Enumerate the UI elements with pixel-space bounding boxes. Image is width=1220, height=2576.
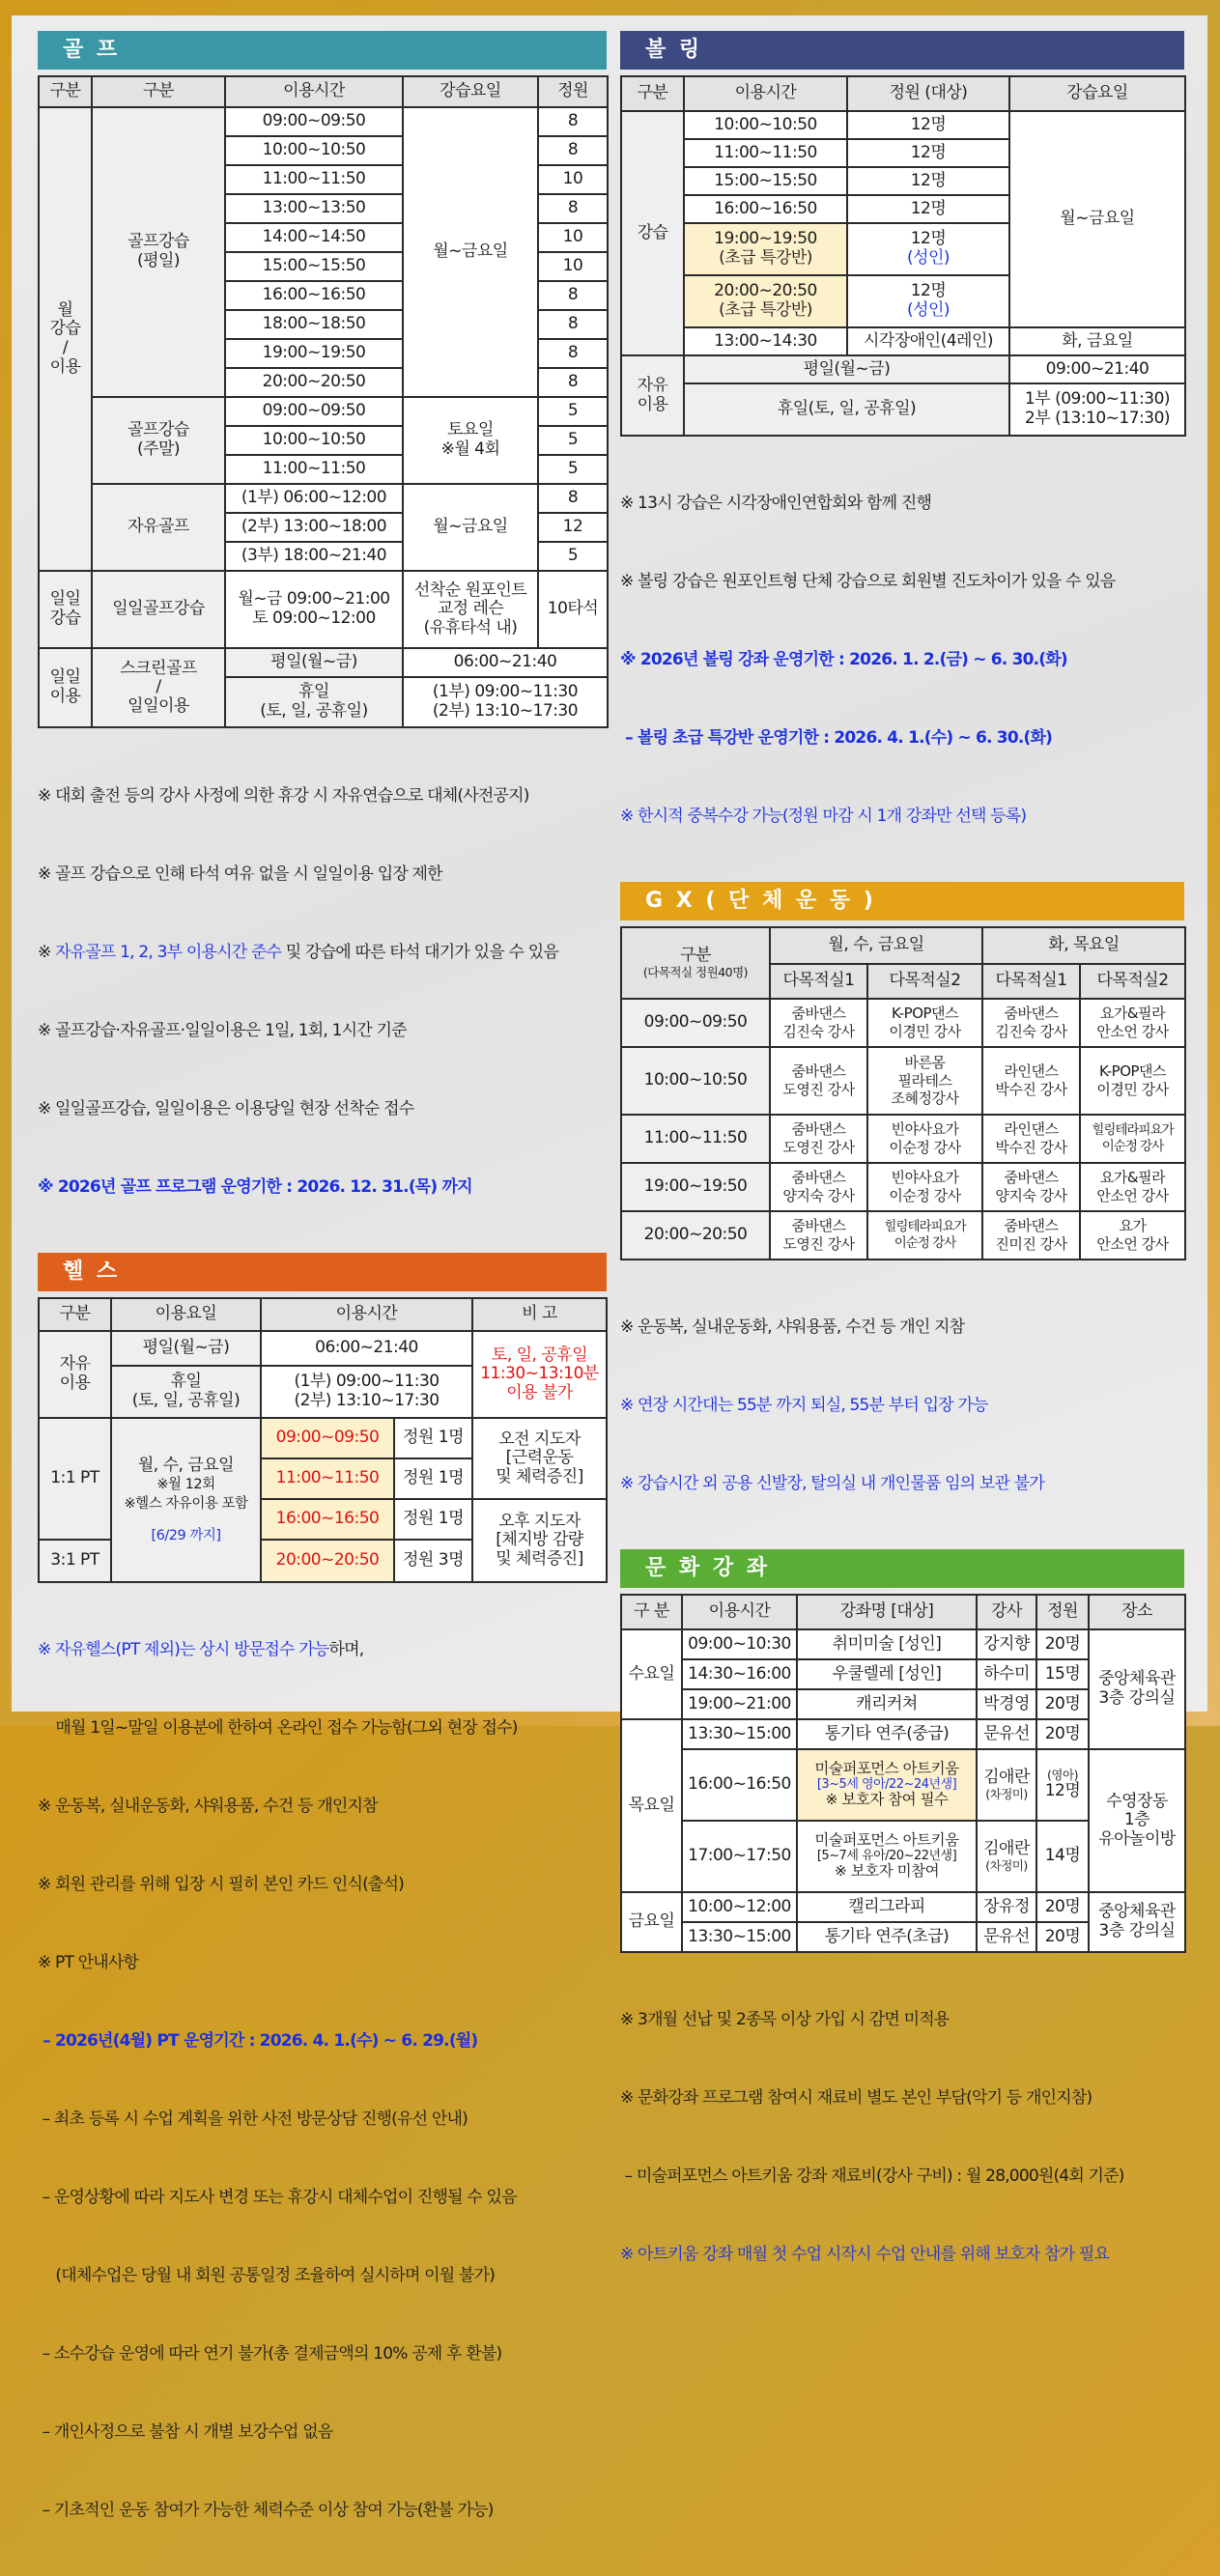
time-cell: 10:00~10:50 <box>225 426 403 455</box>
class-cell: 요가 안소언 강사 <box>1080 1211 1185 1260</box>
course-cell: 우쿨렐레 [성인] <box>797 1659 977 1689</box>
class-cell: K-POP댄스 이경민 강사 <box>867 999 982 1047</box>
note: ※ 문화강좌 프로그램 참여시 재료비 별도 본인 부담(악기 등 개인지참) <box>620 2088 1092 2108</box>
header-cell: 정원 <box>1036 1595 1089 1629</box>
teacher-cell: 하수미 <box>977 1659 1036 1689</box>
time-cell: 15:00~15:50 <box>684 167 847 195</box>
time-cell: 13:30~15:00 <box>682 1922 797 1952</box>
note: ※ 강습시간 외 공용 신발장, 탈의실 내 개인물품 임의 보관 불가 <box>620 1474 1045 1493</box>
golf-section <box>38 31 607 1253</box>
note-highlight: 자유골프 1, 2, 3부 이용시간 준수 <box>55 943 282 962</box>
note-prefix: ※ <box>38 943 56 962</box>
header-cell: 장소 <box>1089 1595 1185 1629</box>
teacher-cell: 문유선 <box>977 1922 1036 1952</box>
group-label: 일일 강습 <box>39 571 92 648</box>
pt-until: [6/29 까지] <box>151 1527 221 1543</box>
note <box>38 1637 607 1663</box>
days-cell: 화, 금요일 <box>1009 327 1185 355</box>
cap-cell <box>847 223 1009 275</box>
note: – 개인사정으로 불참 시 개별 보강수업 없음 <box>38 2422 333 2442</box>
days-cell: 토요일 ※월 4회 <box>403 397 538 484</box>
note-text: 및 강습에 따른 타석 대기가 있을 수 있음 <box>281 943 558 962</box>
header-cell: 강좌명 [대상] <box>797 1595 977 1629</box>
header-cell: 다목적실2 <box>867 964 982 999</box>
cap-cell: 10 <box>538 223 608 252</box>
header-cell: 정원 <box>538 76 608 107</box>
time-cell: 16:00~16:50 <box>684 195 847 223</box>
group-label: 월 강습 / 이용 <box>39 107 92 571</box>
header-cell: 이용요일 <box>111 1298 261 1331</box>
culture-title: 문 화 강 좌 <box>620 1549 1184 1588</box>
class-cell: 줌바댄스 양지숙 강사 <box>770 1163 867 1211</box>
cap-cell: 정원 3명 <box>394 1540 472 1582</box>
course-name: 미술퍼포먼스 아트키움 <box>814 1830 959 1849</box>
note: ※ 회원 관리를 위해 입장 시 필히 본인 카드 인식(출석) <box>38 1875 404 1894</box>
time-cell: (1부) 09:00~11:30 (2부) 13:10~17:30 <box>261 1366 472 1418</box>
golf-title: 골 프 <box>38 31 607 70</box>
note: 매월 1일~말일 이용분에 한하여 온라인 접수 가능함(그외 현장 접수) <box>38 1718 518 1738</box>
cap-cell: 12명 <box>847 139 1009 167</box>
days-cell: 월~금요일 <box>403 484 538 571</box>
am-instructor-cell: 오전 지도자 [근력운동 및 체력증진] <box>472 1418 607 1499</box>
header-cell: 이용시간 <box>261 1298 472 1331</box>
class-cell: 줌바댄스 도영진 강사 <box>770 1047 867 1115</box>
weekday-label: 평일(월~금) <box>111 1331 261 1366</box>
time-cell: 10:00~10:50 <box>621 1047 770 1115</box>
group-label: 일일 이용 <box>39 648 92 727</box>
cap: 12명 <box>910 229 947 249</box>
cap-cell: 5 <box>538 455 608 484</box>
class-cell: 줌바댄스 도영진 강사 <box>770 1115 867 1163</box>
time-cell: 11:00~11:50 <box>684 139 847 167</box>
screen-golf-label: 스크린골프 / 일일이용 <box>92 648 225 727</box>
course-cell: 통기타 연주(중급) <box>797 1719 977 1749</box>
time-cell: 14:30~16:00 <box>682 1659 797 1689</box>
cap-cell: 14명 <box>1036 1821 1089 1892</box>
header-cell: 강습요일 <box>1009 76 1185 111</box>
holiday-label: 휴일(토, 일, 공휴일) <box>684 383 1009 436</box>
teacher-cell: 강지향 <box>977 1629 1036 1659</box>
time-cell: 11:00~11:50 <box>621 1115 770 1163</box>
cap-cell: 5 <box>538 397 608 426</box>
pt-label: 3:1 PT <box>39 1540 111 1582</box>
teacher-sub: (차정미) <box>985 1857 1028 1873</box>
holiday-label: 휴일 (토, 일, 공휴일) <box>111 1366 261 1418</box>
pt-days-cell <box>111 1418 261 1582</box>
time-cell: 10:00~10:50 <box>684 111 847 139</box>
cap-cell: 12 <box>538 513 608 542</box>
health-title: 헬 스 <box>38 1253 607 1291</box>
culture-table <box>620 1594 1186 1953</box>
header-cell: 구분 <box>92 76 225 107</box>
group-label: 강습 <box>621 111 684 355</box>
gx-section <box>620 882 1184 1549</box>
note: (대체수업은 당월 내 회원 공통일정 조율하여 실시하며 이월 불가) <box>38 2266 496 2285</box>
time-cell: 16:00~16:50 <box>225 281 403 310</box>
course-name: 미술퍼포먼스 아트키움 <box>814 1759 959 1777</box>
time-cell: 13:00~13:50 <box>225 194 403 223</box>
weekday-label: 평일(월~금) <box>225 648 403 677</box>
time-cell: 16:00~16:50 <box>682 1749 797 1821</box>
note: ※ 골프 강습으로 인해 타석 여유 없을 시 일일이용 입장 제한 <box>38 864 442 884</box>
header-cell: 다목적실1 <box>770 964 867 999</box>
time-cell: 10:00~10:50 <box>225 136 403 165</box>
remark-cell: 토, 일, 공휴일 11:30~13:10분 이용 불가 <box>472 1331 607 1418</box>
weekday-label: 평일(월~금) <box>684 355 1009 383</box>
cap-sub: (영아) <box>1047 1768 1078 1783</box>
note: ※ 대회 출전 등의 강사 사정에 의한 휴강 시 자유연습으로 대체(사전공지) <box>38 786 529 806</box>
time-cell: 13:00~14:30 <box>684 327 847 355</box>
time-cell: 06:00~21:40 <box>261 1331 472 1366</box>
cap-cell: 5 <box>538 426 608 455</box>
note: – 볼링 초급 특강반 운영기한 : 2026. 4. 1.(수) ~ 6. 30.(화) <box>620 728 1053 748</box>
time-cell: 13:30~15:00 <box>682 1719 797 1749</box>
group-label: 자유 이용 <box>621 355 684 436</box>
teacher-cell: 박경영 <box>977 1689 1036 1719</box>
golf-notes <box>38 731 607 1253</box>
course-cell: 통기타 연주(초급) <box>797 1922 977 1952</box>
cap-cell: 12명 <box>847 167 1009 195</box>
time-cell: 11:00~11:50 <box>225 165 403 194</box>
course-cell: 캐리커쳐 <box>797 1689 977 1719</box>
teacher: 김애란 <box>983 1839 1030 1859</box>
note <box>38 940 607 966</box>
note: – 기초적인 운동 참여가 가능한 체력수준 이상 참여 가능(환불 가능) <box>38 2501 494 2520</box>
cap-cell: 10타석 <box>538 571 608 648</box>
class-cell: 줌바댄스 양지숙 강사 <box>982 1163 1080 1211</box>
health-table <box>38 1297 608 1583</box>
time-cell: 09:00~21:40 <box>1009 355 1185 383</box>
header-cell: 강사 <box>977 1595 1036 1629</box>
course-note: ※ 보호자 미참여 <box>834 1862 940 1881</box>
gx-table <box>620 926 1186 1260</box>
course-cell <box>797 1821 977 1892</box>
weekday-lesson-label: 골프강습 (평일) <box>92 107 225 397</box>
course-cell: 취미미술 [성인] <box>797 1629 977 1659</box>
gx-title: G X ( 단 체 운 동 ) <box>620 882 1184 920</box>
time-cell: 06:00~21:40 <box>403 648 608 677</box>
culture-notes <box>620 1955 1184 2320</box>
time-cell: 19:00~21:00 <box>682 1689 797 1719</box>
note: ※ 운동복, 실내운동화, 샤워용품, 수건 등 개인지참 <box>38 1797 378 1816</box>
time-cell: 09:00~09:50 <box>225 107 403 136</box>
course-cell <box>797 1749 977 1821</box>
note: ※ 연장 시간대는 55분 까지 퇴실, 55분 부터 입장 가능 <box>620 1396 988 1415</box>
cap-cell: 5 <box>538 542 608 571</box>
course-target: [5~7세 유아/20~22년생] <box>816 1848 957 1863</box>
teacher: 김애란 <box>983 1768 1030 1788</box>
cap-cell: 8 <box>538 281 608 310</box>
bowling-notes <box>620 439 1184 882</box>
time-cell: (1부) 09:00~11:30 (2부) 13:10~17:30 <box>403 677 608 727</box>
teacher-cell: 문유선 <box>977 1719 1036 1749</box>
cap: 12명 <box>1044 1781 1081 1801</box>
class-cell: 요가&필라 안소언 강사 <box>1080 999 1185 1047</box>
class-cell: K-POP댄스 이경민 강사 <box>1080 1047 1185 1115</box>
corner-cell <box>621 927 770 999</box>
corner-sub: (다목적실 정원40명) <box>642 964 749 979</box>
header-cell: 비 고 <box>472 1298 607 1331</box>
cap-cell: 정원 1명 <box>394 1499 472 1540</box>
header-cell: 구분 <box>621 76 684 111</box>
class-cell: 줌바댄스 도영진 강사 <box>770 1211 867 1260</box>
time-cell: 19:00~19:50 (초급 특강반) <box>684 223 847 275</box>
note: ※ PT 안내사항 <box>38 1953 139 1972</box>
cap-cell: 정원 1명 <box>394 1458 472 1499</box>
time-cell: 10:00~12:00 <box>682 1892 797 1922</box>
time-cell: 11:00~11:50 <box>225 455 403 484</box>
header-cell: 다목적실1 <box>982 964 1080 999</box>
cap-cell: 시각장애인(4레인) <box>847 327 1009 355</box>
method-cell: 선착순 원포인트 교정 레슨 (유휴타석 내) <box>403 571 538 648</box>
right-column <box>620 31 1184 2264</box>
class-cell: 힐링테라피요가 이순정 강사 <box>867 1211 982 1260</box>
class-cell: 힐링테라피요가 이순정 강사 <box>1080 1115 1185 1163</box>
note: ※ 13시 강습은 시각장애인연합회와 함께 진행 <box>620 494 932 513</box>
note: – 소수강습 운영에 따라 연기 불가(총 결제금액의 10% 공제 후 환불) <box>38 2344 502 2364</box>
header-cell: 정원 (대상) <box>847 76 1009 111</box>
class-cell: 줌바댄스 김진숙 강사 <box>770 999 867 1047</box>
time-cell: (3부) 18:00~21:40 <box>225 542 403 571</box>
header-cell: 구 분 <box>621 1595 682 1629</box>
cap-cell: 8 <box>538 194 608 223</box>
cap-cell: 8 <box>538 368 608 397</box>
time-cell: 17:00~17:50 <box>682 1821 797 1892</box>
teacher-cell <box>977 1749 1036 1821</box>
cap-cell: 10 <box>538 165 608 194</box>
time-cell: 09:00~09:50 <box>225 397 403 426</box>
course-note: ※ 보호자 참여 필수 <box>825 1791 949 1809</box>
teacher-sub: (차정미) <box>985 1786 1028 1801</box>
header-cell: 강습요일 <box>403 76 538 107</box>
place-cell: 중앙체육관 3층 강의실 <box>1089 1629 1185 1749</box>
cap: 12명 <box>910 281 947 301</box>
note: ※ 2026년 볼링 강좌 운영기한 : 2026. 1. 2.(금) ~ 6. 30.(화) <box>620 650 1067 669</box>
time-cell: 20:00~20:50 <box>225 368 403 397</box>
cap-cell: 8 <box>538 107 608 136</box>
teacher-cell <box>977 1821 1036 1892</box>
cap-cell <box>847 275 1009 327</box>
header-cell: 월, 수, 금요일 <box>770 927 982 964</box>
header-cell: 구분 <box>39 76 92 107</box>
target: (성인) <box>906 300 950 320</box>
pm-instructor-cell: 오후 지도자 [체지방 감량 및 체력증진] <box>472 1499 607 1582</box>
days-cell: 월~금요일 <box>403 107 538 397</box>
header-cell: 다목적실2 <box>1080 964 1185 999</box>
class-cell: 바른몸 필라테스 조혜정강사 <box>867 1047 982 1115</box>
time-cell: 14:00~14:50 <box>225 223 403 252</box>
cap-cell: 15명 <box>1036 1659 1089 1689</box>
time-cell: 09:00~09:50 <box>621 999 770 1047</box>
class-cell: 빈야사요가 이순정 강사 <box>867 1115 982 1163</box>
pt-label: 1:1 PT <box>39 1418 111 1540</box>
class-cell: 라인댄스 박수진 강사 <box>982 1047 1080 1115</box>
health-notes <box>38 1585 607 2576</box>
time-cell: 19:00~19:50 <box>225 339 403 368</box>
pt-note: ※월 12회 ※헬스 자유이용 포함 <box>124 1477 248 1513</box>
time-cell: 월~금 09:00~21:00 토 09:00~12:00 <box>225 571 403 648</box>
note-highlight: ※ 자유헬스(PT 제외)는 상시 방문접수 가능 <box>38 1640 329 1659</box>
bowling-title: 볼 링 <box>620 31 1184 70</box>
free-golf-label: 자유골프 <box>92 484 225 571</box>
cap-cell: 8 <box>538 136 608 165</box>
place-cell: 수영장동 1층 유아놀이방 <box>1089 1749 1185 1892</box>
time-cell: 1부 (09:00~11:30) 2부 (13:10~17:30) <box>1009 383 1185 436</box>
time-cell: 09:00~09:50 <box>261 1418 394 1458</box>
place-cell: 중앙체육관 3층 강의실 <box>1089 1892 1185 1952</box>
cap-cell: 10 <box>538 252 608 281</box>
daily-lesson-label: 일일골프강습 <box>92 571 225 648</box>
class-cell: 요가&필라 안소언 강사 <box>1080 1163 1185 1211</box>
time-cell: (2부) 13:00~18:00 <box>225 513 403 542</box>
class-cell: 빈야사요가 이순정 강사 <box>867 1163 982 1211</box>
time-cell: 19:00~19:50 <box>621 1163 770 1211</box>
culture-section <box>620 1549 1184 2320</box>
cap-cell: 8 <box>538 484 608 513</box>
cap-cell: 정원 1명 <box>394 1418 472 1458</box>
note: ※ 일일골프강습, 일일이용은 이용당일 현장 선착순 접수 <box>38 1099 414 1118</box>
note: ※ 골프강습·자유골프·일일이용은 1일, 1회, 1시간 기준 <box>38 1021 407 1040</box>
note: – 운영상황에 따라 지도사 변경 또는 휴강시 대체수업이 진행될 수 있음 <box>38 2188 517 2207</box>
holiday-label: 휴일 (토, 일, 공휴일) <box>225 677 403 727</box>
note: – 최초 등록 시 수업 계획을 위한 사전 방문상담 진행(유선 안내) <box>38 2109 468 2129</box>
bowling-table <box>620 75 1186 437</box>
target: (성인) <box>906 248 950 268</box>
header-cell: 이용시간 <box>225 76 403 107</box>
time-cell: 20:00~20:50 <box>261 1540 394 1582</box>
note: – 2026년(4월) PT 운영기간 : 2026. 4. 1.(수) ~ 6. 29.(월) <box>38 2031 478 2051</box>
pt-days: 월, 수, 금요일 <box>137 1455 235 1475</box>
note-text: 하며, <box>328 1640 364 1659</box>
cap-cell: 20명 <box>1036 1892 1089 1922</box>
cap-cell: 8 <box>538 310 608 339</box>
corner-label: 구분 <box>680 946 711 966</box>
weekend-lesson-label: 골프강습 (주말) <box>92 397 225 484</box>
time-cell: 20:00~20:50 <box>621 1211 770 1260</box>
course-cell: 캘리그라피 <box>797 1892 977 1922</box>
cap-cell: 20명 <box>1036 1629 1089 1659</box>
time-cell: 15:00~15:50 <box>225 252 403 281</box>
cap-cell: 8 <box>538 339 608 368</box>
cap-cell: 20명 <box>1036 1719 1089 1749</box>
note: ※ 운동복, 실내운동화, 샤워용품, 수건 등 개인 지참 <box>620 1317 965 1337</box>
day-label: 금요일 <box>621 1892 682 1952</box>
time-cell: 20:00~20:50 (초급 특강반) <box>684 275 847 327</box>
class-cell: 줌바댄스 진미진 강사 <box>982 1211 1080 1260</box>
time-cell: 18:00~18:50 <box>225 310 403 339</box>
day-label: 수요일 <box>621 1629 682 1719</box>
header-cell: 이용시간 <box>684 76 847 111</box>
time-cell: (1부) 06:00~12:00 <box>225 484 403 513</box>
header-cell: 이용시간 <box>682 1595 797 1629</box>
cap-cell: 20명 <box>1036 1922 1089 1952</box>
note: – 미술퍼포먼스 아트키움 강좌 재료비(강사 구비) : 월 28,000원(4회 기준) <box>620 2166 1124 2186</box>
note: ※ 2026년 골프 프로그램 운영기한 : 2026. 12. 31.(목) 까지 <box>38 1177 472 1197</box>
cap-cell: 12명 <box>847 195 1009 223</box>
course-target: [3~5세 영아/22~24년생] <box>816 1776 957 1792</box>
time-cell: 11:00~11:50 <box>261 1458 394 1499</box>
class-cell: 라인댄스 박수진 강사 <box>982 1115 1080 1163</box>
note: ※ 3개월 선납 및 2종목 이상 가입 시 감면 미적용 <box>620 2010 950 2029</box>
cap-cell: 12명 <box>847 111 1009 139</box>
golf-table <box>38 75 609 728</box>
time-cell: 09:00~10:30 <box>682 1629 797 1659</box>
days-cell: 월~금요일 <box>1009 111 1185 327</box>
group-label: 자유 이용 <box>39 1331 111 1418</box>
header-cell: 구분 <box>39 1298 111 1331</box>
bowling-section <box>620 31 1184 882</box>
note: ※ 볼링 강습은 원포인트형 단체 강습으로 회원별 진도차이가 있을 수 있음 <box>620 572 1116 591</box>
cap-cell: 20명 <box>1036 1689 1089 1719</box>
class-cell: 줌바댄스 김진숙 강사 <box>982 999 1080 1047</box>
header-cell: 화, 목요일 <box>982 927 1185 964</box>
day-label: 목요일 <box>621 1719 682 1892</box>
time-cell: 16:00~16:50 <box>261 1499 394 1540</box>
note: ※ 아트키움 강좌 매월 첫 수업 시작시 수업 안내를 위해 보호자 참가 필요 <box>620 2245 1110 2264</box>
teacher-cell: 장유정 <box>977 1892 1036 1922</box>
gx-notes <box>620 1262 1184 1549</box>
cap-cell <box>1036 1749 1089 1821</box>
left-column <box>38 31 607 2520</box>
note: ※ 한시적 중복수강 가능(정원 마감 시 1개 강좌만 선택 등록) <box>620 807 1027 826</box>
health-section <box>38 1253 607 2576</box>
